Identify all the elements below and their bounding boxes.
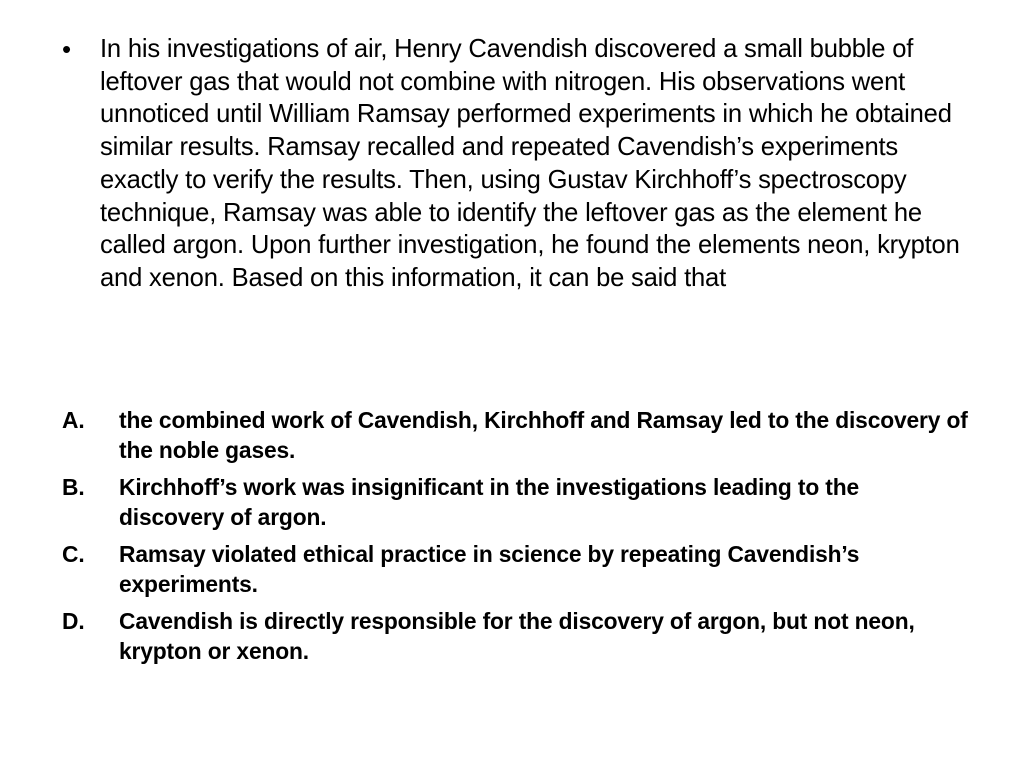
option-letter: C. — [62, 541, 85, 567]
option-letter: B. — [62, 474, 85, 500]
answer-option-b[interactable] — [62, 473, 972, 532]
option-letter: A. — [62, 407, 85, 433]
option-text: Cavendish is directly responsible for the discovery of argon, but not neon, krypton or xenon. — [119, 608, 915, 664]
answer-options — [62, 406, 972, 674]
answer-option-c[interactable] — [62, 540, 972, 599]
answer-option-a[interactable] — [62, 406, 972, 465]
bullet-icon: • — [62, 34, 72, 64]
option-text: Kirchhoff’s work was insignificant in the investigations leading to the discovery of argon. — [119, 474, 860, 530]
option-letter: D. — [62, 608, 85, 634]
answer-option-d[interactable] — [62, 607, 972, 666]
option-text: the combined work of Cavendish, Kirchhoff and Ramsay led to the discovery of the noble gases. — [119, 407, 968, 463]
option-text: Ramsay violated ethical practice in science by repeating Cavendish’s experiments. — [119, 541, 860, 597]
question-text: In his investigations of air, Henry Cavendish discovered a small bubble of leftover gas that would not combine with nitrogen. His observations went unnoticed until William Ramsay performed experiments in which he obtained similar results. Ramsay recalled and repeated Cavendish’s experiments exactly to verify the results. Then, using Gustav Kirchhoff’s spectroscopy technique, Ramsay was able to identify the leftover gas as the element he called argon. Upon further investigation, he found the elements neon, krypton and xenon. Based on this information, it can be said that — [100, 35, 960, 292]
question-block — [62, 33, 972, 295]
